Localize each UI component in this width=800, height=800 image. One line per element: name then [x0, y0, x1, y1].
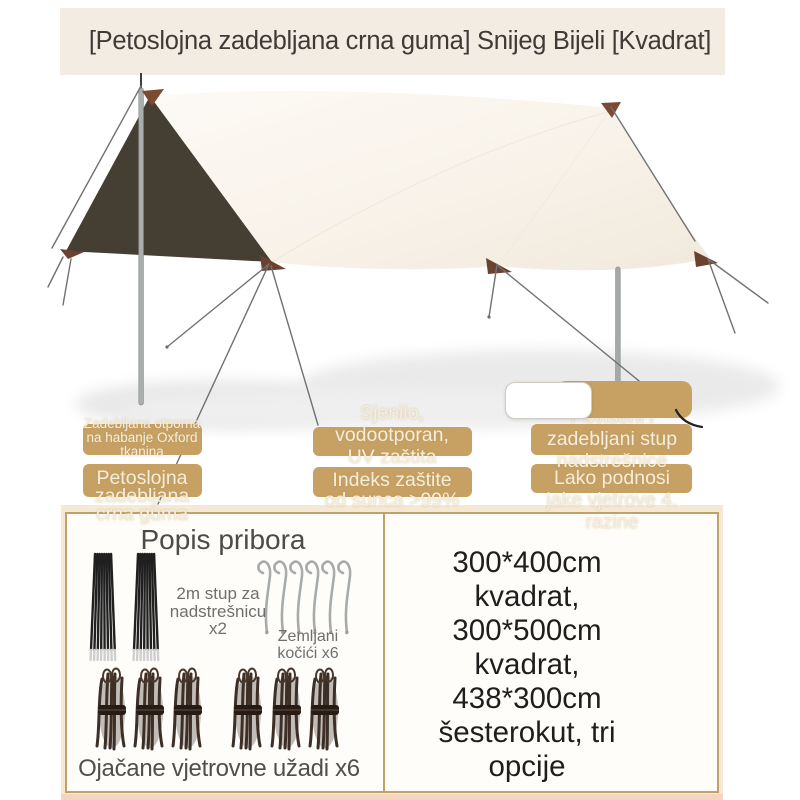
guy-hook-icon	[668, 403, 712, 435]
accessories-heading: Popis pribora	[140, 524, 306, 555]
rope-item-label: Ojačane vjetrovne užadi x6	[78, 755, 360, 782]
left-pole	[139, 88, 144, 405]
panel-bottom-strip	[61, 794, 723, 800]
feature-label-shade: Sjenilo, vodootporan, UV zaštita	[335, 402, 449, 468]
pole-item-label: 2m stup za nadstrešnicu x2	[169, 584, 267, 638]
feature-label-pole: zadebljani stup nadstrešnice	[546, 428, 678, 472]
page-title: [Petoslojna zadebljana crna guma] Snijeg Bijeli [Kvadrat]	[88, 27, 712, 55]
callout-blank-box	[505, 382, 592, 419]
stake-item-label: Zemljani kočići x6	[277, 628, 339, 662]
size-options-text: 300*400cm kvadrat, 300*500cm kvadrat, 438*300cm šesterokut, tri opcije	[438, 546, 616, 783]
feature-label-fabric: Zadebljana otporna na habanje Oxford tkanina	[83, 416, 201, 459]
feature-label-rubber: Petoslojna zadebljana crna guma	[94, 467, 190, 525]
wind-rope-bundles-icon	[92, 663, 342, 755]
feature-label-upf: Indeks zaštite od sunca >99%	[324, 469, 460, 511]
feature-label-wind: Lako podnosi jake vjetrove 4. razine	[546, 467, 678, 533]
